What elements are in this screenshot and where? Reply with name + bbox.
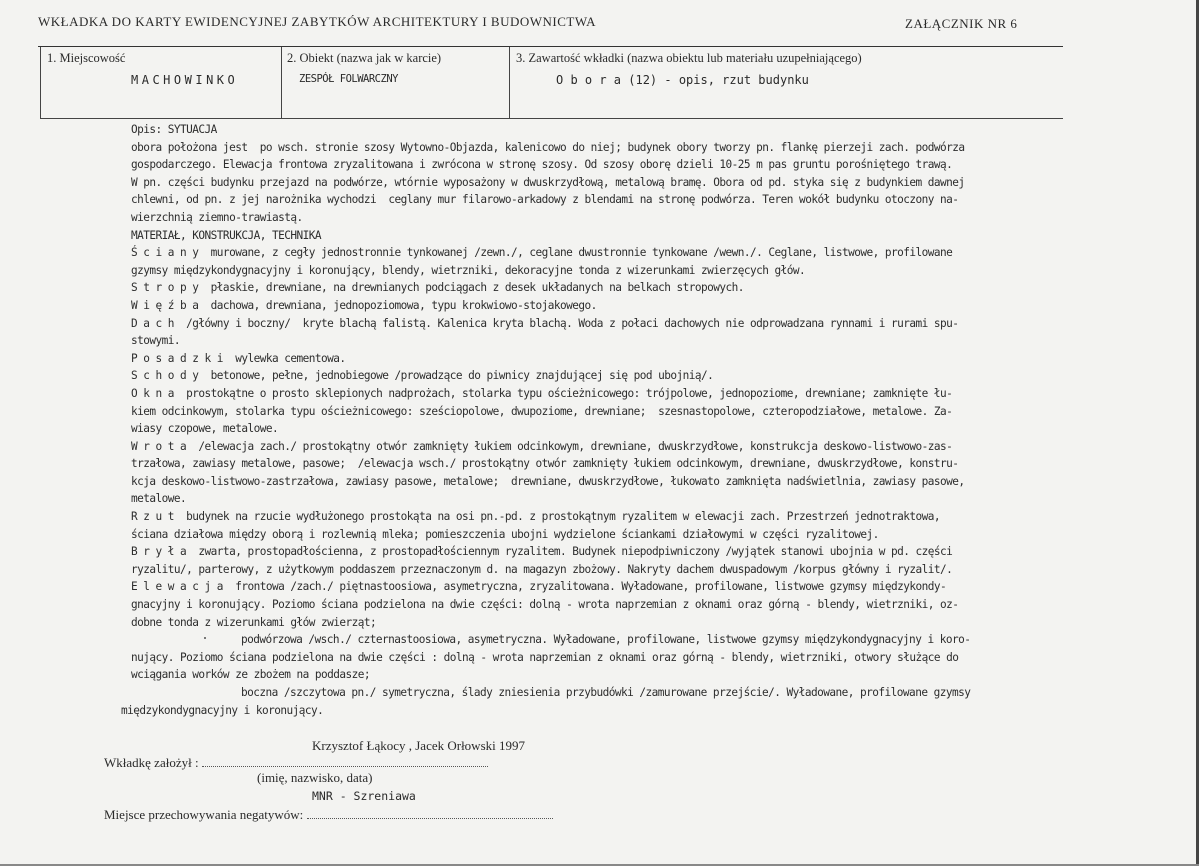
- text-line: S t r o p y płaskie, drewniane, na drewnianych podciągach z desek układanych na belkach stropowych.: [131, 281, 744, 295]
- field-value: ZESPÓŁ FOLWARCZNY: [299, 73, 398, 85]
- description-body: [121, 121, 1071, 719]
- text-line: wciągania worków ze zbożem na poddasze;: [131, 668, 371, 682]
- text-line: trzałowa, zawiasy metalowe, pasowe; /elewacja wsch./ prostokątny otwór zamknięty łukiem odcinkowym, drewniane, dwuskrzydłowe, konstru-: [131, 457, 959, 471]
- text-line: W r o t a /elewacja zach./ prostokątny otwór zamknięty łukiem odcinkowym, drewniane, dwuskrzydłowe, konstrukcja deskowo-listwowo-zas-: [131, 439, 953, 453]
- text-line: kcja deskowo-listwowo-zastrzałowa, zawiasy pasowe, metalowe; drewniane, dwuskrzydłowe, łukowato zamknięta nadświetlnia, zawiasy pasowe,: [131, 474, 965, 488]
- text-line: Opis: SYTUACJA: [131, 123, 217, 136]
- field-value: MACHOWINKO: [131, 73, 239, 87]
- storage-dotted-line: [307, 818, 553, 819]
- field-label: 1. Miejscowość: [47, 51, 126, 65]
- fields-rule: [40, 118, 1063, 119]
- storage-label: Miejsce przechowywania negatywów:: [104, 807, 304, 822]
- text-line: D a c h /główny i boczny/ kryte blachą falistą. Kalenica kryta blachą. Woda z połaci dachowych nie odprowadzana rynnami i rurami spu-: [131, 316, 959, 330]
- text-line: gnacyjny i koronujący. Poziomo ściana podzielona na dwie części: dolną - wrota naprzemian z oknami oraz górną - blendy, wietrzniki, oz-: [131, 598, 959, 612]
- text-line: obora położona jest po wsch. stronie szosy Wytowno-Objazda, kalenicowo do niej; budynek obory tworzy pn. flankę pierzeji zach. podwórza: [131, 140, 965, 154]
- creator-label: Wkładkę założył :: [104, 755, 199, 770]
- text-line: O k n a prostokątne o prosto sklepionych nadprożach, stolarka typu ościeżnicowego: trójpolowe, jednopoziome, drewniane; zamknięte łu-: [131, 386, 953, 400]
- form-title: WKŁADKA DO KARTY EWIDENCYJNEJ ZABYTKÓW ARCHITEKTURY I BUDOWNICTWA: [38, 14, 597, 29]
- field-value: O b o r a (12) - opis, rzut budynku: [556, 73, 809, 87]
- text-line: wierzchnią ziemno-trawiastą.: [131, 210, 303, 224]
- text-line: dobne tonda z wizerunkami głów zwierząt;: [131, 615, 377, 629]
- text-line: B r y ł a zwarta, prostopadłościenna, z prostopadłościennym ryzalitem. Budynek niepodpiwniczony /wyjątek stanowi ubojnia w pd. części: [131, 545, 953, 559]
- section-heading: MATERIAŁ, KONSTRUKCJA, TECHNIKA: [131, 228, 321, 242]
- storage-value: MNR - Szreniawa: [312, 789, 416, 803]
- text-line: metalowe.: [131, 492, 187, 506]
- text-line: gospodarczego. Elewacja frontowa zryzalitowana i zwrócona w stronę szosy. Od szosy oborę dzieli 10-25 m pas gruntu porośniętego trawą.: [131, 158, 953, 172]
- creator-row: [104, 755, 488, 771]
- text-line: Ś c i a n y murowane, z cegły jednostronnie tynkowanej /zewn./, ceglane dwustronnie tynkowane /wewn./. Ceglane, listwowe, profilowane: [131, 246, 953, 260]
- text-line: E l e w a c j a frontowa /zach./ piętnastoosiowa, asymetryczna, zryzalitowana. Wyładowane, profilowane, listwowe gzymsy międzykondy-: [131, 580, 947, 594]
- text-line: międzykondygnacyjny i koronujący.: [121, 703, 324, 717]
- text-line: nujący. Poziomo ściana podzielona na dwie części : dolną - wrota naprzemian z oknami oraz górną - blendy, wietrzniki, otwory służące do: [131, 650, 959, 664]
- text-line: W pn. części budynku przejazd na podwórze, wtórnie wyposażony w dwuskrzydłową, metalową bramę. Obora od pd. styka się z budynkiem dawnej: [131, 175, 965, 189]
- field-locality: [40, 47, 282, 118]
- text-line: P o s a d z k i wylewka cementowa.: [131, 351, 346, 365]
- scan-speck: [204, 637, 206, 639]
- text-line: ryzalitu/, parterowy, z użytkowym poddaszem przeznaczonym d. na magazyn zbożowy. Nakryty dachem dwuspadowym /korpus główny i ryzalit/.: [131, 562, 953, 576]
- text-line: podwórzowa /wsch./ czternastoosiowa, asymetryczna. Wyładowane, profilowane, listwowe gzymsy międzykondygnacyjny i koro-: [241, 633, 971, 647]
- field-label: 2. Obiekt (nazwa jak w karcie): [287, 51, 442, 65]
- storage-row: [104, 807, 553, 823]
- text-line: stowymi.: [131, 334, 181, 348]
- text-line: gzymsy międzykondygnacyjny i koronujący, blendy, wietrzniki, dekoracyjne tonda z wizerunkami zwierzęcych głów.: [131, 263, 806, 277]
- annex-number: ZAŁĄCZNIK NR 6: [905, 16, 1018, 31]
- text-line: R z u t budynek na rzucie wydłużonego prostokąta na osi pn.-pd. z prostokątnym ryzalitem w elewacji zach. Przestrzeń jednotraktowa,: [131, 510, 941, 524]
- creator-dotted-line: [202, 766, 488, 767]
- field-label: 3. Zawartość wkładki (nazwa obiektu lub materiału uzupełniającego): [516, 51, 862, 65]
- authors-signature: Krzysztof Łąkocy , Jacek Orłowski 1997: [312, 738, 525, 753]
- field-content: [510, 47, 1063, 118]
- text-line: boczna /szczytowa pn./ symetryczna, ślady zniesienia przybudówki /zamurowane przejście/. Wyładowane, profilowane gzymsy: [241, 686, 971, 699]
- creator-note: (imię, nazwisko, data): [257, 770, 373, 785]
- field-object: [281, 47, 510, 118]
- text-line: wiasy czopowe, metalowe.: [131, 422, 279, 436]
- text-line: W i ę ź b a dachowa, drewniana, jednopoziomowa, typu krokwiowo-stojakowego.: [131, 298, 597, 312]
- text-line: chlewni, od pn. z jej narożnika wychodzi ceglany mur filarowo-arkadowy z blendami na stronę podwórza. Teren wokół budynku otoczony na-: [131, 193, 959, 207]
- text-line: S c h o d y betonowe, pełne, jednobiegowe /prowadzące do piwnicy znajdującej się pod ubojnią/.: [131, 369, 714, 383]
- text-line: ściana działowa między oborą i rozlewnią mleka; pomieszczenia ubojni wydzielone ściankami działowymi w części ryzalitowej.: [131, 527, 879, 541]
- text-line: kiem odcinkowym, stolarka typu ościeżnicowego: sześciopolowe, dwupoziome, drewniane; szesnastopolowe, czteropodziałowe, metalowe. Za-: [131, 404, 953, 418]
